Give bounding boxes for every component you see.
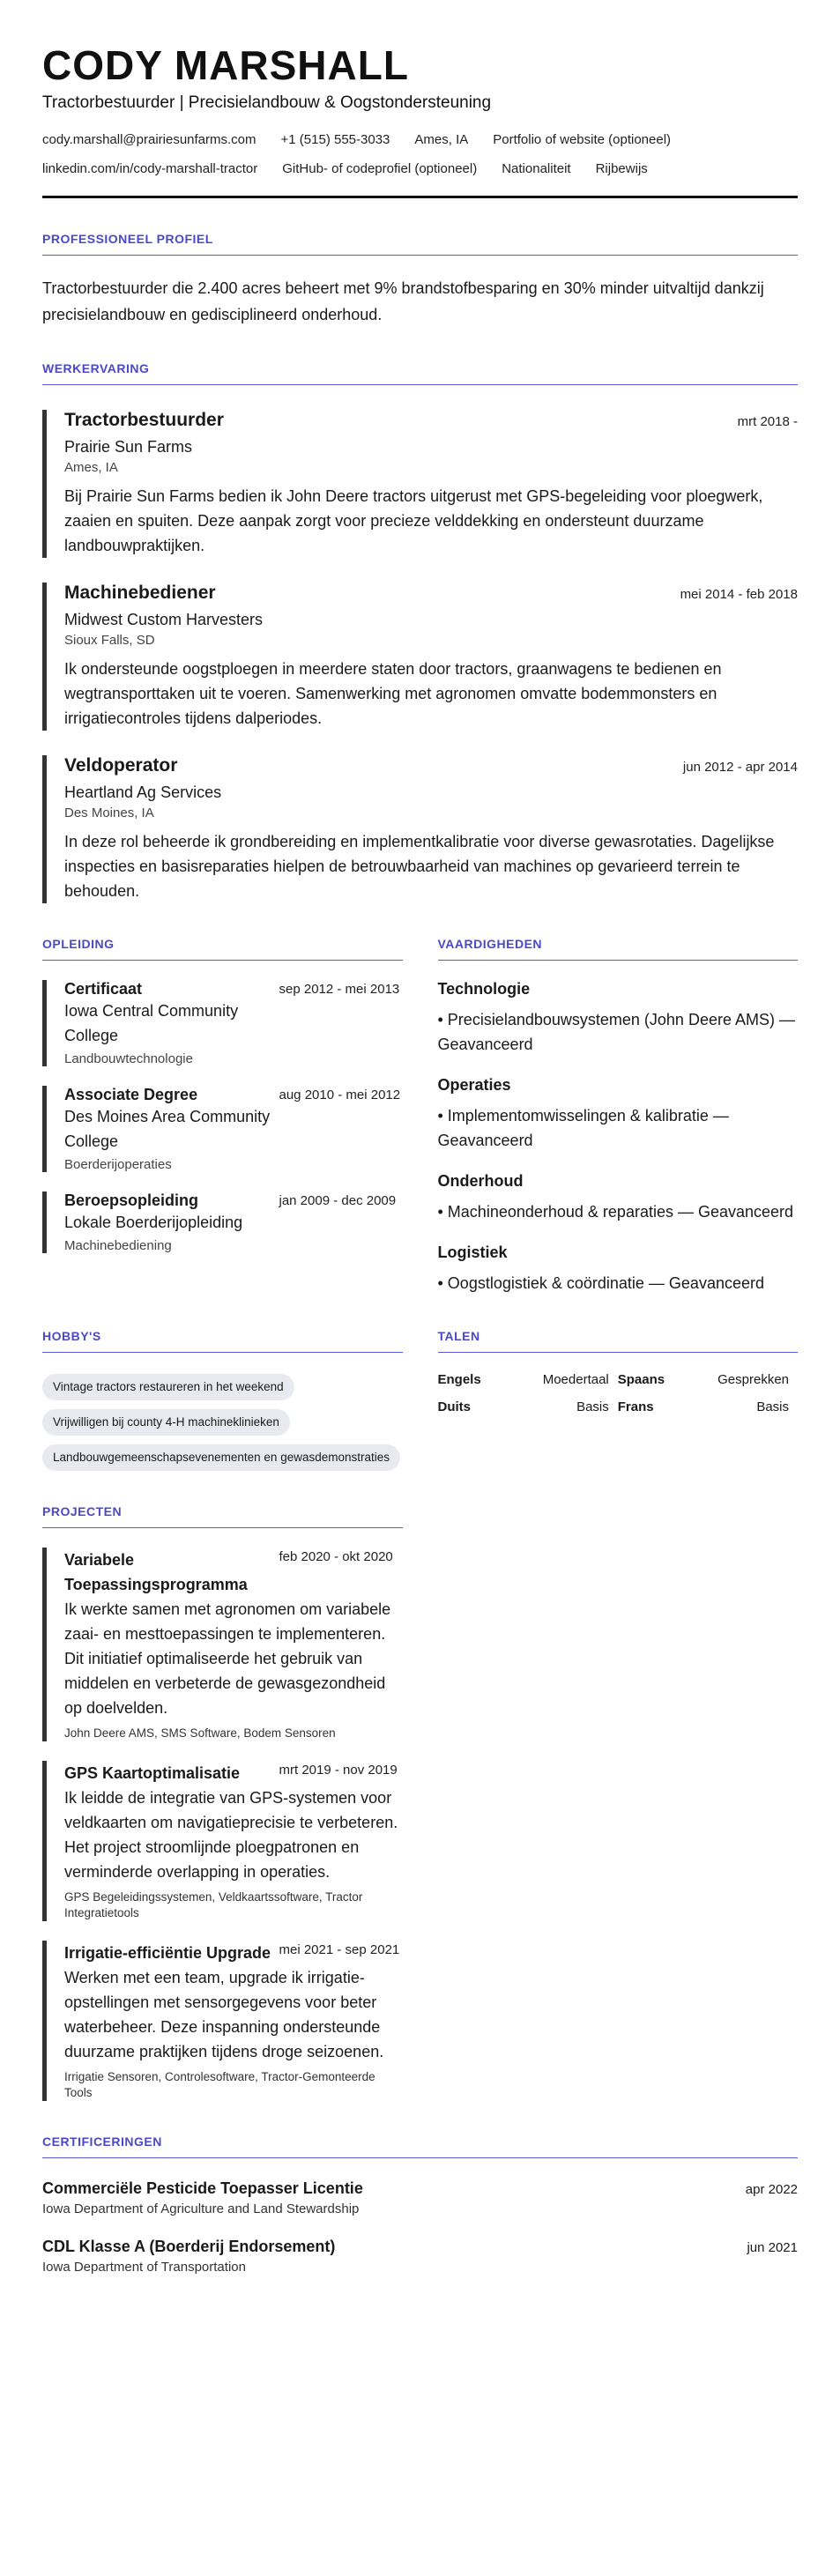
- project-title: Variabele Toepassingsprogramma: [64, 1551, 248, 1593]
- education-entry: [42, 980, 403, 1066]
- certification-name: Commerciële Pesticide Toepasser Licentie: [42, 2179, 363, 2197]
- certification-entry: [42, 2238, 798, 2275]
- contact-github: GitHub- of codeprofiel (optioneel): [282, 161, 478, 176]
- project-technologies: GPS Begeleidingssystemen, Veldkaartssoftware, Tractor Integratietools: [64, 1890, 363, 1919]
- certification-date: jun 2021: [747, 2240, 798, 2255]
- header-divider: [42, 196, 798, 198]
- contact-nationality: Nationaliteit: [502, 161, 571, 176]
- project-technologies: Irrigatie Sensoren, Controlesoftware, Tractor-Gemonteerde Tools: [64, 2070, 375, 2099]
- contact-row-1: [42, 132, 798, 147]
- candidate-name: CODY MARSHALL: [42, 42, 409, 88]
- experience-section: [42, 361, 798, 903]
- contact-row-2: [42, 161, 798, 176]
- hobbies-languages-row: [42, 1329, 798, 1471]
- hobbies-section: [42, 1329, 403, 1471]
- education-skills-row: [42, 937, 798, 1295]
- education-degree: Beroepsopleiding: [64, 1191, 199, 1209]
- job-entry: [42, 410, 798, 558]
- education-degree: Certificaat: [64, 980, 143, 998]
- project-title: GPS Kaartoptimalisatie: [64, 1764, 241, 1782]
- education-school: Iowa Central Community College: [64, 1002, 239, 1044]
- project-date: feb 2020 - okt 2020: [279, 1549, 393, 1564]
- project-technologies: John Deere AMS, SMS Software, Bodem Sensoren: [64, 1726, 336, 1740]
- skill-category: Operaties: [437, 1076, 511, 1094]
- job-date: mrt 2018 -: [737, 414, 798, 429]
- skills-section-title: VAARDIGHEDEN: [438, 937, 799, 961]
- certifications-section: [42, 2134, 798, 2275]
- profile-section-title: PROFESSIONEEL PROFIEL: [42, 232, 798, 256]
- job-description: Bij Prairie Sun Farms bedien ik John Deere tractors uitgerust met GPS-begeleiding voor ploegwerk, zaaien en spuiten. Deze aanpak zorgt voor precieze velddekking en ondersteunt duurzame landbouwpraktijken.: [64, 487, 763, 554]
- education-field: Landbouwtechnologie: [64, 1051, 193, 1066]
- language-level: Basis: [576, 1399, 609, 1414]
- project-date: mei 2021 - sep 2021: [279, 1942, 400, 1957]
- languages-section-title: TALEN: [438, 1329, 799, 1353]
- education-degree: Associate Degree: [64, 1086, 198, 1103]
- job-company: Prairie Sun Farms: [64, 438, 193, 456]
- education-date: aug 2010 - mei 2012: [279, 1088, 401, 1102]
- skills-section: [438, 937, 799, 1295]
- skill-category: Logistiek: [437, 1243, 508, 1261]
- education-date: jan 2009 - dec 2009: [279, 1193, 397, 1208]
- projects-spacer: [438, 1504, 799, 2101]
- profile-text: Tractorbestuurder die 2.400 acres beheert met 9% brandstofbesparing en 30% minder uitvaltijd dankzij precisielandbouw en gedisciplineerd onderhoud.: [42, 279, 764, 323]
- project-entry: [42, 1761, 403, 1921]
- job-title: Veldoperator: [64, 755, 178, 776]
- job-entry: [42, 583, 798, 731]
- job-company: Midwest Custom Harvesters: [64, 611, 264, 628]
- job-date: mei 2014 - feb 2018: [680, 587, 798, 602]
- job-date: jun 2012 - apr 2014: [682, 760, 798, 775]
- job-location: Des Moines, IA: [64, 805, 154, 820]
- contact-phone: +1 (515) 555-3033: [280, 132, 390, 147]
- hobby-tag: Vrijwilligen bij county 4-H machineklinieken: [42, 1409, 290, 1436]
- education-date: sep 2012 - mei 2013: [279, 982, 400, 997]
- education-school: Lokale Boerderijopleiding: [64, 1214, 243, 1231]
- project-entry: [42, 1941, 403, 2101]
- job-location: Sioux Falls, SD: [64, 633, 155, 648]
- profile-section: [42, 232, 798, 328]
- education-school: Des Moines Area Community College: [64, 1108, 271, 1150]
- project-description: Werken met een team, upgrade ik irrigatie-opstellingen met sensorgegevens voor beter waterbeheer. Deze inspanning ondersteunde duurzame praktijken tijdens droge seizoenen.: [64, 1969, 384, 2060]
- experience-section-title: WERKERVARING: [42, 361, 798, 385]
- language-name: Frans: [617, 1399, 654, 1414]
- project-title: Irrigatie-efficiëntie Upgrade: [64, 1944, 271, 1962]
- projects-section-title: PROJECTEN: [42, 1504, 403, 1528]
- education-field: Boerderijoperaties: [64, 1157, 172, 1172]
- hobby-tag: Landbouwgemeenschapsevenementen en gewasdemonstraties: [42, 1444, 400, 1471]
- project-date: mrt 2019 - nov 2019: [279, 1763, 398, 1778]
- skill-item: • Oogstlogistiek & coördinatie — Geavanceerd: [437, 1274, 764, 1292]
- language-level: Moedertaal: [542, 1372, 609, 1387]
- contact-email[interactable]: cody.marshall@prairiesunfarms.com: [42, 132, 256, 147]
- certification-entry: [42, 2179, 798, 2216]
- job-description: In deze rol beheerde ik grondbereiding en implementkalibratie voor diverse gewasrotaties. Dagelijkse inspecties en basisreparaties hielpen de betrouwbaarheid van machines op gevarieerd terrein te behouden.: [64, 833, 775, 900]
- job-location: Ames, IA: [64, 460, 118, 475]
- certification-issuer: Iowa Department of Agriculture and Land Stewardship: [42, 2201, 360, 2216]
- job-company: Heartland Ag Services: [64, 783, 222, 801]
- language-level: Basis: [756, 1399, 789, 1414]
- education-field: Machinebediening: [64, 1238, 172, 1253]
- project-entry: [42, 1548, 403, 1741]
- skill-item: • Precisielandbouwsystemen (John Deere AMS) — Geavanceerd: [437, 1011, 795, 1053]
- certifications-section-title: CERTIFICERINGEN: [42, 2134, 798, 2158]
- skill-category: Onderhoud: [437, 1172, 524, 1190]
- certification-date: apr 2022: [745, 2182, 798, 2197]
- job-title: Machinebediener: [64, 583, 216, 603]
- language-name: Spaans: [617, 1372, 665, 1387]
- contact-license: Rijbewijs: [595, 161, 648, 176]
- certification-issuer: Iowa Department of Transportation: [42, 2260, 246, 2275]
- job-title: Tractorbestuurder: [64, 410, 224, 430]
- projects-section: [42, 1504, 403, 2101]
- job-description: Ik ondersteunde oogstploegen in meerdere staten door tractors, graanwagens te bedienen en wegtransporttaken uit te voeren. Samenwerking met agronomen omvatte bodemmonsters en irrigatiecontroles tijdens dalperiodes.: [64, 660, 722, 727]
- language-name: Duits: [437, 1399, 471, 1414]
- skill-item: • Implementomwisselingen & kalibratie — Geavanceerd: [437, 1107, 729, 1149]
- resume-header: [42, 42, 798, 198]
- hobby-tag: Vintage tractors restaureren in het weekend: [42, 1374, 294, 1400]
- language-name: Engels: [437, 1372, 481, 1387]
- job-entry: [42, 755, 798, 903]
- certification-name: CDL Klasse A (Boerderij Endorsement): [42, 2238, 336, 2255]
- contact-portfolio: Portfolio of website (optioneel): [493, 132, 672, 147]
- language-level: Gesprekken: [717, 1372, 789, 1387]
- project-description: Ik werkte samen met agronomen om variabele zaai- en mesttoepassingen te implementeren. Dit initiatief optimaliseerde het gebruik van middelen en verbeterde de gewasgezondheid op doelvelden.: [64, 1600, 391, 1717]
- project-description: Ik leidde de integratie van GPS-systemen voor veldkaarten om navigatieprecisie te verbeteren. Het project stroomlijnde ploegpatronen en verminderde overlapping in operaties.: [64, 1789, 398, 1881]
- education-section-title: OPLEIDING: [42, 937, 403, 961]
- education-entry: [42, 1086, 403, 1172]
- languages-section: [438, 1329, 799, 1471]
- skill-item: • Machineonderhoud & reparaties — Geavanceerd: [437, 1203, 794, 1221]
- skill-category: Technologie: [437, 980, 531, 998]
- education-entry: [42, 1191, 403, 1253]
- contact-linkedin[interactable]: linkedin.com/in/cody-marshall-tractor: [42, 161, 258, 176]
- projects-row: [42, 1504, 798, 2101]
- candidate-subtitle: Tractorbestuurder | Precisielandbouw & Oogstondersteuning: [42, 93, 492, 112]
- hobbies-section-title: HOBBY'S: [42, 1329, 403, 1353]
- education-section: [42, 937, 403, 1295]
- contact-location: Ames, IA: [414, 132, 469, 147]
